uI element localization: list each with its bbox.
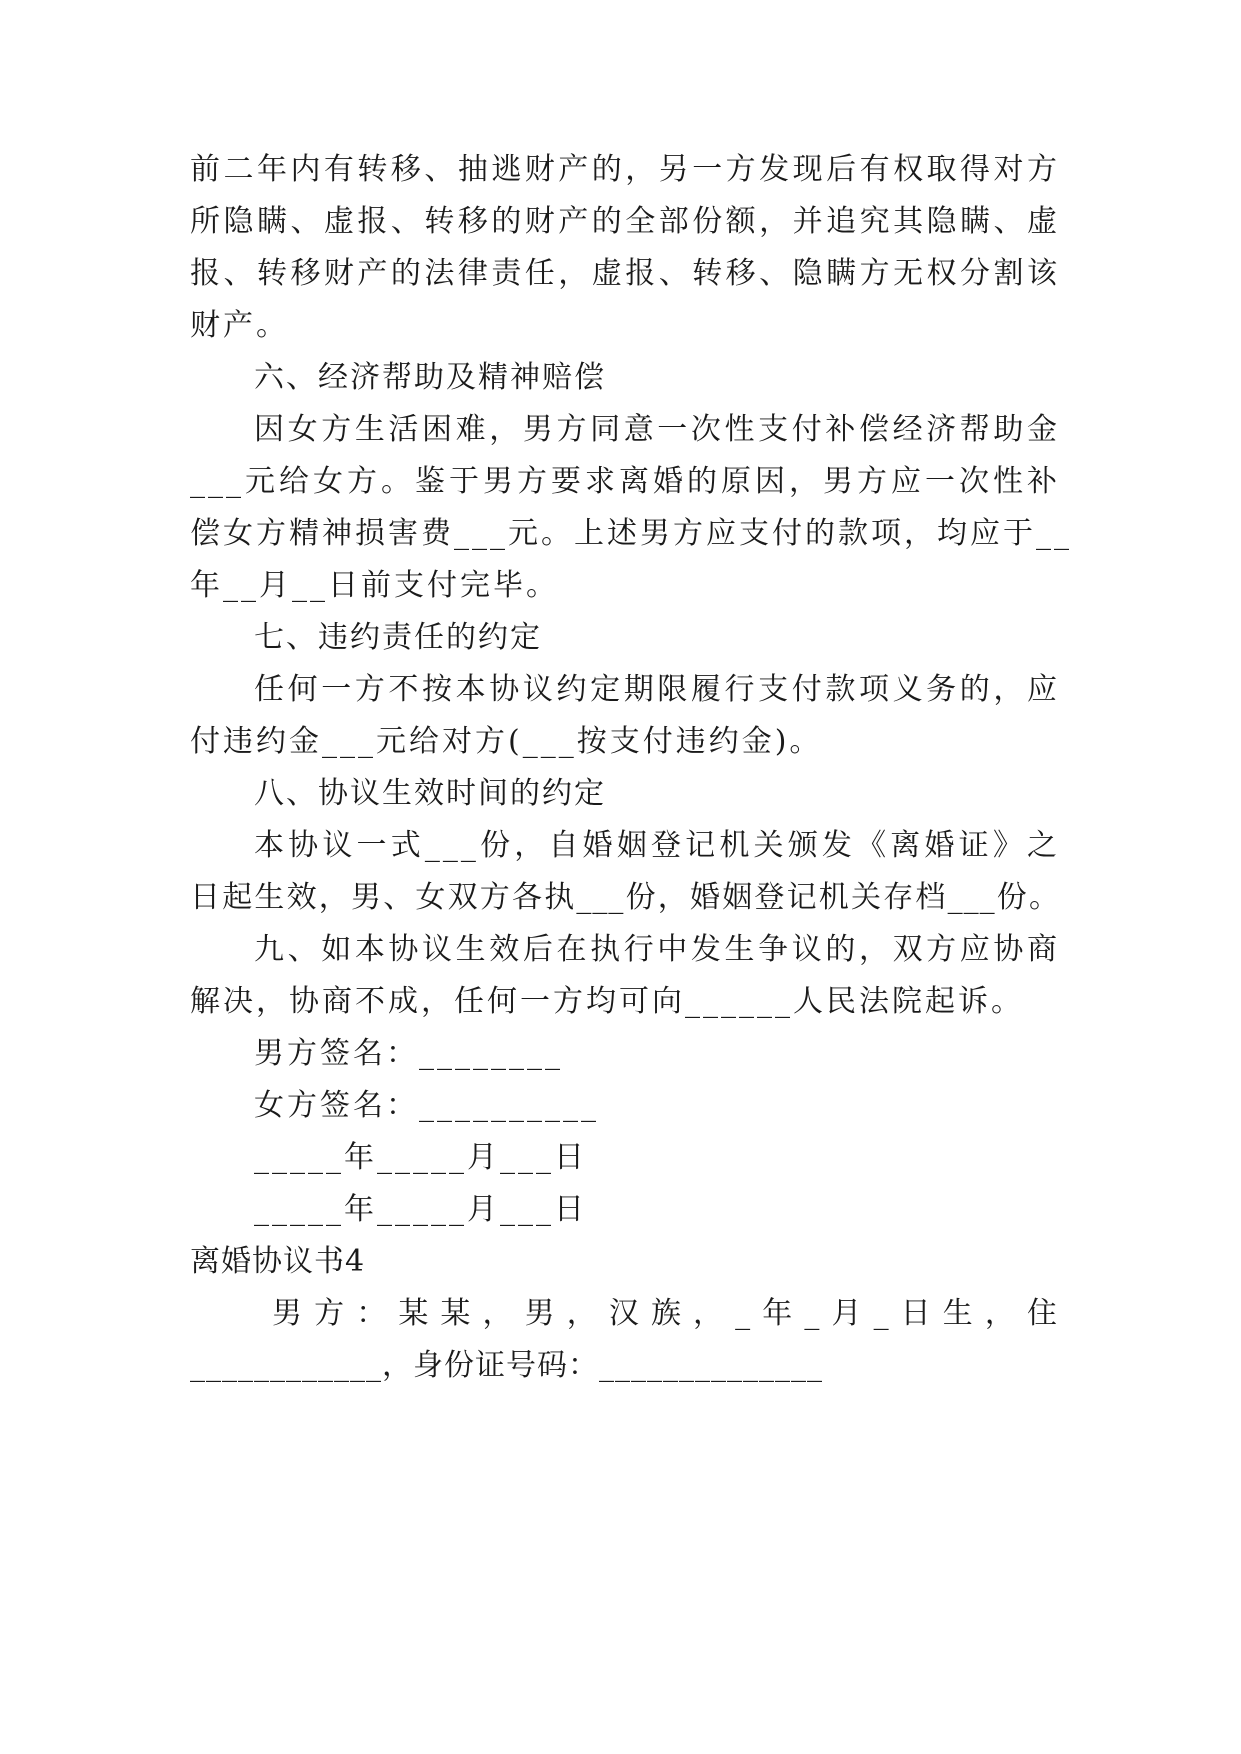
text-line: 付违约金___元给对方(___按支付违约金)。 — [190, 724, 823, 759]
text-line: 任何一方不按本协议约定期限履行支付款项义务的，应 — [254, 672, 1060, 707]
date-line: _____年_____月___日 — [254, 1140, 587, 1175]
date-line: _____年_____月___日 — [254, 1192, 587, 1227]
male-signature-line: 男方签名：________ — [254, 1036, 563, 1071]
text-line: 前二年内有转移、抽逃财产的，另一方发现后有权取得对方 — [190, 152, 1060, 187]
text-line: 财产。 — [190, 308, 289, 343]
text-line: 本协议一式___份，自婚姻登记机关颁发《离婚证》之 — [254, 828, 1060, 863]
text-line: 因女方生活困难，男方同意一次性支付补偿经济帮助金 — [254, 412, 1060, 447]
text-line: 九、如本协议生效后在执行中发生争议的，双方应协商 — [254, 932, 1060, 967]
section-heading: 七、违约责任的约定 — [254, 620, 542, 655]
section-heading: 八、协议生效时间的约定 — [254, 776, 606, 811]
text-line: 报、转移财产的法律责任，虚报、转移、隐瞒方无权分割该 — [190, 256, 1060, 291]
text-line: 所隐瞒、虚报、转移的财产的全部份额，并追究其隐瞒、虚 — [190, 204, 1060, 239]
text-line: 日起生效，男、女双方各执___份，婚姻登记机关存档___份。 — [190, 880, 1060, 915]
text-line: ____________，身份证号码：______________ — [190, 1348, 823, 1383]
section-heading: 六、经济帮助及精神赔偿 — [254, 360, 606, 395]
text-line: 年__月__日前支付完毕。 — [190, 568, 559, 603]
text-line: ___元给女方。鉴于男方要求离婚的原因，男方应一次性补 — [190, 464, 1060, 499]
text-line: 男方：某某，男，汉族，_年_月_日生，住 — [272, 1296, 1060, 1331]
text-line: 偿女方精神损害费___元。上述男方应支付的款项，均应于__ — [190, 516, 1072, 551]
text-line: 解决，协商不成，任何一方均可向______人民法院起诉。 — [190, 984, 1024, 1019]
female-signature-line: 女方签名：__________ — [254, 1088, 599, 1123]
document-title: 离婚协议书4 — [190, 1244, 366, 1279]
